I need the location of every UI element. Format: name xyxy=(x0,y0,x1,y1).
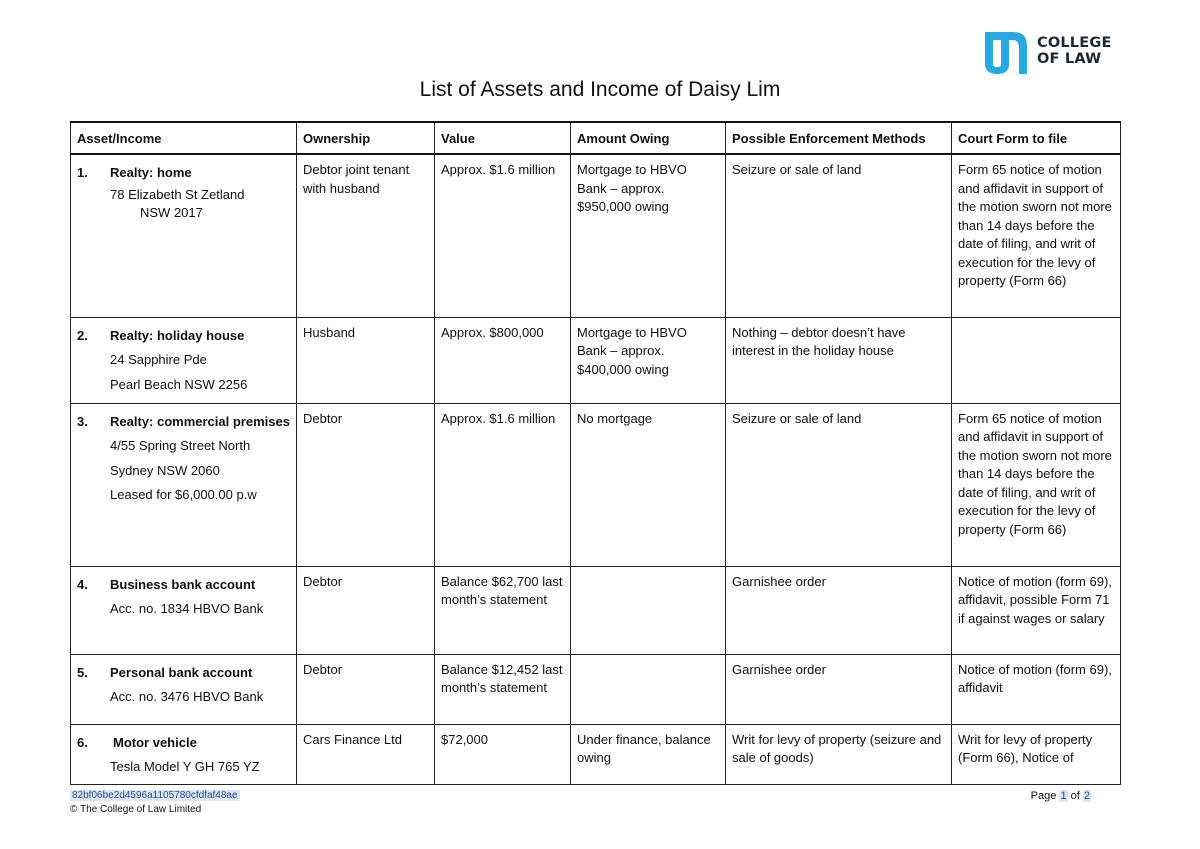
row-number: 4. xyxy=(77,576,88,592)
cell-court-form: Form 65 notice of motion and affidavit in support of the motion sworn not more than 14 days before the date of filing, and writ of execution for the levy of property (Form 66) xyxy=(952,403,1121,566)
row-number: 5. xyxy=(77,664,88,680)
row-number: 2. xyxy=(77,327,88,343)
logo-line-2: OF LAW xyxy=(1037,51,1102,67)
table-row xyxy=(71,317,1121,403)
cell-asset xyxy=(71,403,297,566)
cell-value: Balance $62,700 last month’s statement xyxy=(435,566,571,654)
cell-asset xyxy=(71,566,297,654)
cell-asset xyxy=(71,654,297,724)
logo-text xyxy=(1037,35,1112,67)
asset-title: Realty: commercial premises xyxy=(110,413,290,429)
asset-line: Pearl Beach NSW 2256 xyxy=(110,376,248,392)
cell-value: $72,000 xyxy=(435,724,571,784)
header-amount-owing: Amount Owing xyxy=(571,122,726,154)
header-court-form: Court Form to file xyxy=(952,122,1121,154)
cell-value: Approx. $800,000 xyxy=(435,317,571,403)
row-number: 3. xyxy=(77,413,88,429)
row-number: 1. xyxy=(77,165,88,180)
asset-line: 24 Sapphire Pde xyxy=(110,352,207,367)
table-row xyxy=(71,154,1121,317)
cell-court-form: Writ for levy of property (Form 66), Notice of xyxy=(952,724,1121,784)
row-number: 6. xyxy=(77,734,88,750)
logo-line-1: COLLEGE xyxy=(1037,35,1112,51)
cell-asset xyxy=(71,724,297,784)
header-value: Value xyxy=(435,122,571,154)
cell-value: Balance $12,452 last month’s statement xyxy=(435,654,571,724)
cell-court-form: Form 65 notice of motion and affidavit in support of the motion sworn not more than 14 days before the date of filing, and writ of execution for the levy of property (Form 66) xyxy=(952,154,1121,317)
cell-asset xyxy=(71,317,297,403)
asset-line: 4/55 Spring Street North xyxy=(110,438,251,453)
cell-enforcement: Nothing – debtor doesn’t have interest in the holiday house xyxy=(726,317,952,403)
asset-line: Tesla Model Y GH 765 YZ xyxy=(110,759,260,774)
header-asset-income: Asset/Income xyxy=(71,122,297,154)
cell-court-form xyxy=(952,317,1121,403)
cell-ownership: Debtor joint tenant with husband xyxy=(297,154,435,317)
cell-amount-owing: Under finance, balance owing xyxy=(571,724,726,784)
table-row xyxy=(71,403,1121,566)
cell-enforcement: Writ for levy of property (seizure and sale of goods) xyxy=(726,724,952,784)
asset-title: Realty: holiday house xyxy=(110,327,245,343)
asset-title: Personal bank account xyxy=(110,664,253,680)
cell-enforcement: Garnishee order xyxy=(726,654,952,724)
cell-amount-owing xyxy=(571,654,726,724)
cell-ownership: Debtor xyxy=(297,566,435,654)
page-total: 2 xyxy=(1083,790,1090,802)
page-prefix: Page xyxy=(1030,790,1057,802)
asset-line: Sydney NSW 2060 xyxy=(110,462,220,478)
asset-line: 78 Elizabeth St Zetland xyxy=(110,186,245,202)
assets-table xyxy=(70,121,1121,785)
college-logo-icon xyxy=(983,28,1031,76)
copyright-notice: © The College of Law Limited xyxy=(70,804,202,815)
asset-line: NSW 2017 xyxy=(140,204,203,220)
cell-ownership: Husband xyxy=(297,317,435,403)
college-of-law-logo xyxy=(983,28,1123,76)
header-enforcement-methods: Possible Enforcement Methods xyxy=(726,122,952,154)
cell-asset xyxy=(71,154,297,317)
header-ownership: Ownership xyxy=(297,122,435,154)
cell-ownership: Debtor xyxy=(297,654,435,724)
table-row xyxy=(71,654,1121,724)
asset-title: Business bank account xyxy=(110,576,256,592)
table-header-row xyxy=(71,122,1121,154)
cell-enforcement: Seizure or sale of land xyxy=(726,403,952,566)
page-indicator xyxy=(1031,790,1091,802)
table-row xyxy=(71,566,1121,654)
page-title: List of Assets and Income of Daisy Lim xyxy=(419,78,781,101)
asset-line: Acc. no. 1834 HBVO Bank xyxy=(110,601,264,616)
cell-amount-owing: Mortgage to HBVO Bank – approx. $950,000 owing xyxy=(571,154,726,317)
asset-line: Leased for $6,000.00 p.w xyxy=(110,487,257,502)
cell-amount-owing xyxy=(571,566,726,654)
asset-title: Motor vehicle xyxy=(113,734,197,750)
cell-court-form: Notice of motion (form 69), affidavit xyxy=(952,654,1121,724)
cell-court-form: Notice of motion (form 69), affidavit, possible Form 71 if against wages or salary xyxy=(952,566,1121,654)
cell-ownership: Cars Finance Ltd xyxy=(297,724,435,784)
page-of: of xyxy=(1070,790,1080,802)
asset-title: Realty: home xyxy=(110,165,192,180)
cell-ownership: Debtor xyxy=(297,403,435,566)
table-row xyxy=(71,724,1121,784)
cell-value: Approx. $1.6 million xyxy=(435,154,571,317)
cell-enforcement: Seizure or sale of land xyxy=(726,154,952,317)
document-hash: 82bf06be2d4596a1105780cfdfaf48ae xyxy=(72,790,238,801)
cell-amount-owing: Mortgage to HBVO Bank – approx. $400,000 owing xyxy=(571,317,726,403)
cell-amount-owing: No mortgage xyxy=(571,403,726,566)
cell-value: Approx. $1.6 million xyxy=(435,403,571,566)
page-current: 1 xyxy=(1060,790,1067,802)
asset-line: Acc. no. 3476 HBVO Bank xyxy=(110,689,264,704)
cell-enforcement: Garnishee order xyxy=(726,566,952,654)
